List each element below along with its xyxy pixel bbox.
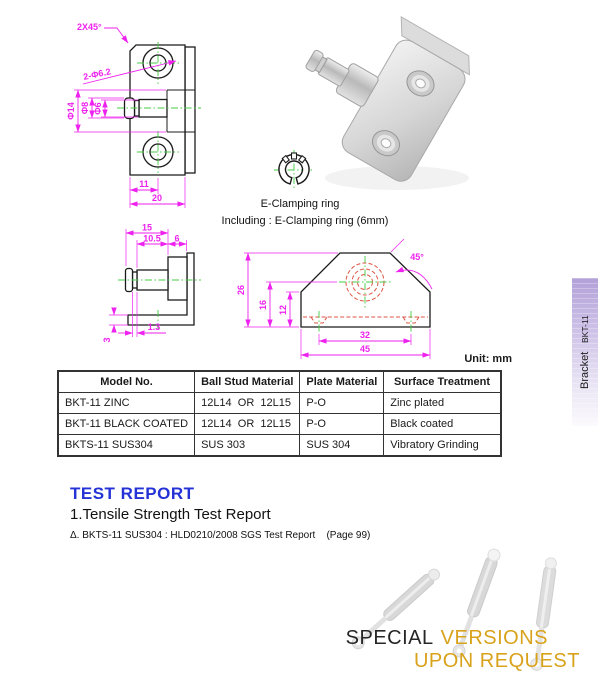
- dim-45: 45: [359, 344, 371, 354]
- cell-surface: Black coated: [384, 414, 501, 435]
- side-tab-text: [572, 278, 598, 426]
- cell-ball-stud: 12L14 OR 12L15: [195, 393, 300, 414]
- dim-12: 12: [278, 304, 288, 316]
- dim-dia6: Φ6: [93, 102, 103, 115]
- e-ring-note: Including : E-Clamping ring (6mm): [221, 215, 389, 227]
- col-header-model: Model No.: [58, 371, 195, 393]
- cell-surface: Zinc plated: [384, 393, 501, 414]
- cell-model: BKTS-11 SUS304: [58, 435, 195, 457]
- e-ring-notch-top: [292, 153, 297, 159]
- dim-11: 11: [139, 179, 149, 189]
- promo-special: SPECIAL: [345, 627, 434, 649]
- e-ring-caption: E-Clamping ring: [260, 198, 340, 210]
- col-header-surface: Surface Treatment: [384, 371, 501, 393]
- table-row: [58, 393, 501, 414]
- e-ring-drawing: [262, 146, 326, 196]
- dim-20: 20: [151, 193, 163, 203]
- side-view-outline: [126, 253, 195, 325]
- cell-plate: P-O: [300, 414, 384, 435]
- cell-ball-stud: SUS 303: [195, 435, 300, 457]
- cell-plate: SUS 304: [300, 435, 384, 457]
- dim-15: 15: [141, 222, 153, 233]
- side-view-drawing: [58, 222, 223, 367]
- table-row: [58, 414, 501, 435]
- product-photo: [302, 20, 492, 198]
- col-header-ball-stud: Ball Stud Material: [195, 371, 300, 393]
- unit-label: Unit: mm: [464, 353, 512, 365]
- promo-line1: [346, 627, 548, 650]
- front-view-outline: [125, 45, 196, 175]
- cell-ball-stud: 12L14 OR 12L15: [195, 414, 300, 435]
- dim-16: 16: [258, 299, 268, 311]
- spec-table: [57, 370, 502, 457]
- dim-dia14: Φ14: [66, 102, 76, 120]
- dim-32: 32: [359, 330, 371, 340]
- dim-26: 26: [236, 284, 246, 296]
- test-report-note: Δ. BKTS-11 SUS304 : HLD0210/2008 SGS Test Report (Page 99): [70, 530, 371, 541]
- dim-holes: 2-Φ6.2: [82, 66, 112, 82]
- photo-ball-stud: [302, 43, 380, 107]
- side-tab-model: BKT-11: [580, 315, 590, 343]
- dim-dia8: Φ8: [80, 101, 90, 115]
- promo-versions: VERSIONS: [440, 627, 548, 649]
- front-view-drawing: [55, 8, 235, 218]
- table-header-row: [58, 371, 501, 393]
- col-header-plate: Plate Material: [300, 371, 384, 393]
- test-report-item: 1.Tensile Strength Test Report: [70, 506, 271, 523]
- dim-angle-45: 45°: [410, 252, 424, 262]
- dim-1-3: 1.3: [147, 322, 161, 332]
- side-tab-product: Bracket: [579, 351, 591, 390]
- dim-chamfer: 2X45°: [77, 22, 102, 32]
- dim-6: 6: [174, 233, 180, 244]
- promo-line2: UPON REQUEST: [413, 650, 580, 672]
- cell-model: BKT-11 BLACK COATED: [58, 414, 195, 435]
- side-tab-bracket: [572, 278, 598, 426]
- dim-3: 3: [102, 337, 112, 343]
- table-row: [58, 435, 501, 457]
- cell-surface: Vibratory Grinding: [384, 435, 501, 457]
- cell-plate: P-O: [300, 393, 384, 414]
- cell-model: BKT-11 ZINC: [58, 393, 195, 414]
- test-report-heading: TEST REPORT: [70, 484, 195, 503]
- dim-10-5: 10.5: [143, 233, 161, 244]
